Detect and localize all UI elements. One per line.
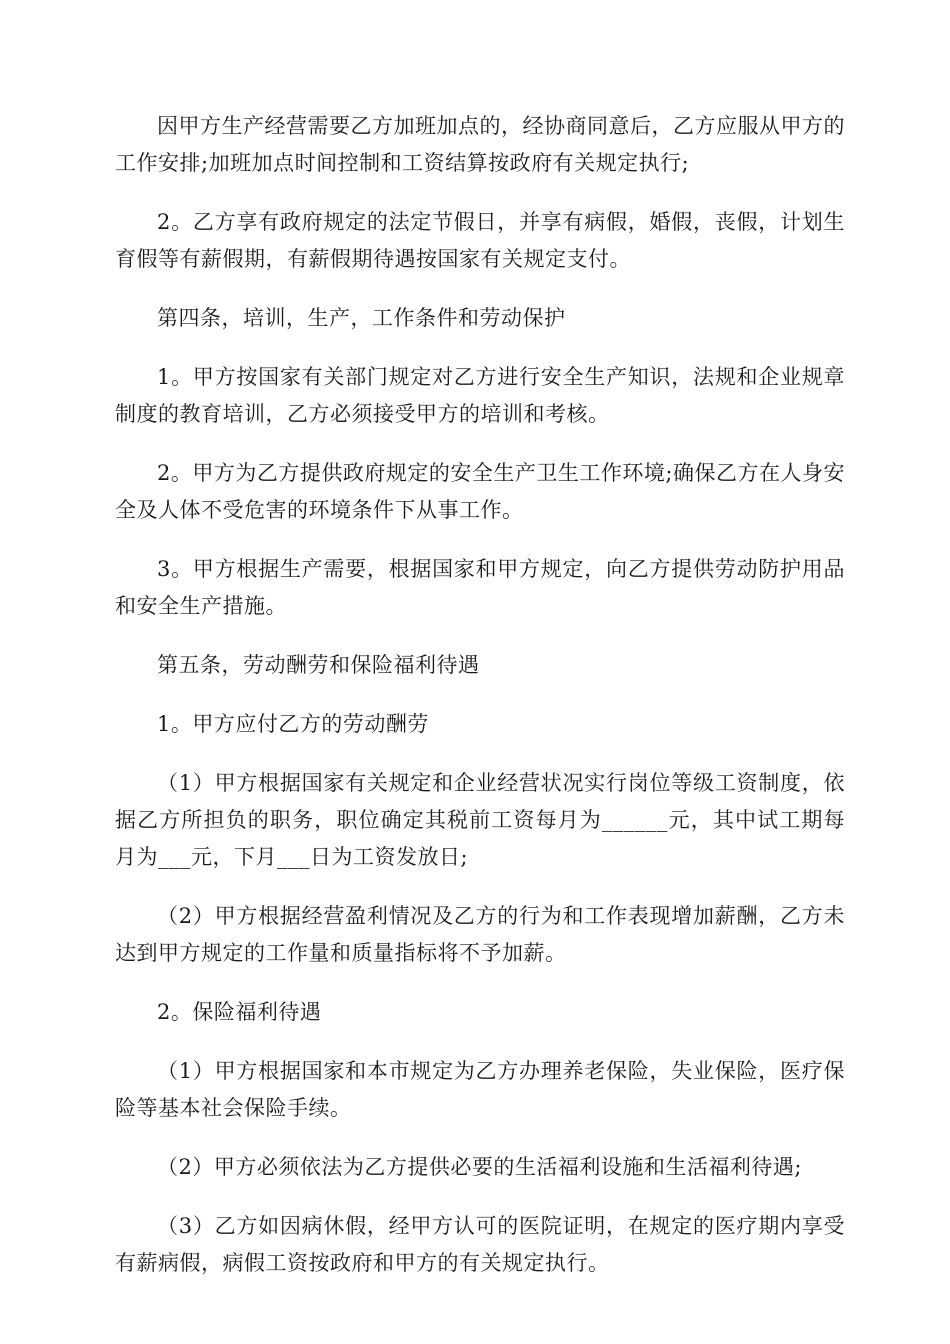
- section-insurance-heading: 2。保险福利待遇: [157, 1000, 322, 1024]
- article-4-heading: 第四条，培训，生产，工作条件和劳动保护: [157, 306, 566, 330]
- section-remuneration-heading: 1。甲方应付乙方的劳动酬劳: [157, 712, 429, 736]
- paragraph-holidays: 2。乙方享有政府规定的法定节假日，并享有病假，婚假，丧假，计划生育假等有薪假期，有薪假期待遇按国家有关规定支付。: [115, 210, 845, 271]
- paragraph-protective-equipment: 3。甲方根据生产需要，根据国家和甲方规定，向乙方提供劳动防护用品和安全生产措施。: [115, 557, 845, 618]
- paragraph-salary-increase: （2）甲方根据经营盈利情况及乙方的行为和工作表现增加薪酬，乙方未达到甲方规定的工作量和质量指标将不予加薪。: [115, 904, 845, 965]
- paragraph-welfare-facilities: （2）甲方必须依法为乙方提供必要的生活福利设施和生活福利待遇;: [157, 1155, 802, 1179]
- paragraph-work-environment: 2。甲方为乙方提供政府规定的安全生产卫生工作环境;确保乙方在人身安全及人体不受危害的环境条件下从事工作。: [115, 461, 845, 522]
- paragraph-sick-leave: （3）乙方如因病休假，经甲方认可的医院证明，在规定的医疗期内享受有薪病假，病假工资按政府和甲方的有关规定执行。: [115, 1214, 845, 1275]
- paragraph-training: 1。甲方按国家有关部门规定对乙方进行安全生产知识，法规和企业规章制度的教育培训，乙方必须接受甲方的培训和考核。: [115, 365, 845, 426]
- paragraph-overtime: 因甲方生产经营需要乙方加班加点的，经协商同意后，乙方应服从甲方的工作安排;加班加点时间控制和工资结算按政府有关规定执行;: [115, 114, 845, 175]
- paragraph-salary-system: （1）甲方根据国家有关规定和企业经营状况实行岗位等级工资制度，依据乙方所担负的职务，职位确定其税前工资每月为______元，其中试工期每月为___元，下月___日为工资发放日;: [115, 771, 845, 869]
- document-body: [115, 108, 845, 1304]
- article-5-heading: 第五条，劳动酬劳和保险福利待遇: [157, 653, 480, 677]
- paragraph-social-insurance: （1）甲方根据国家和本市规定为乙方办理养老保险，失业保险，医疗保险等基本社会保险手续。: [115, 1059, 845, 1120]
